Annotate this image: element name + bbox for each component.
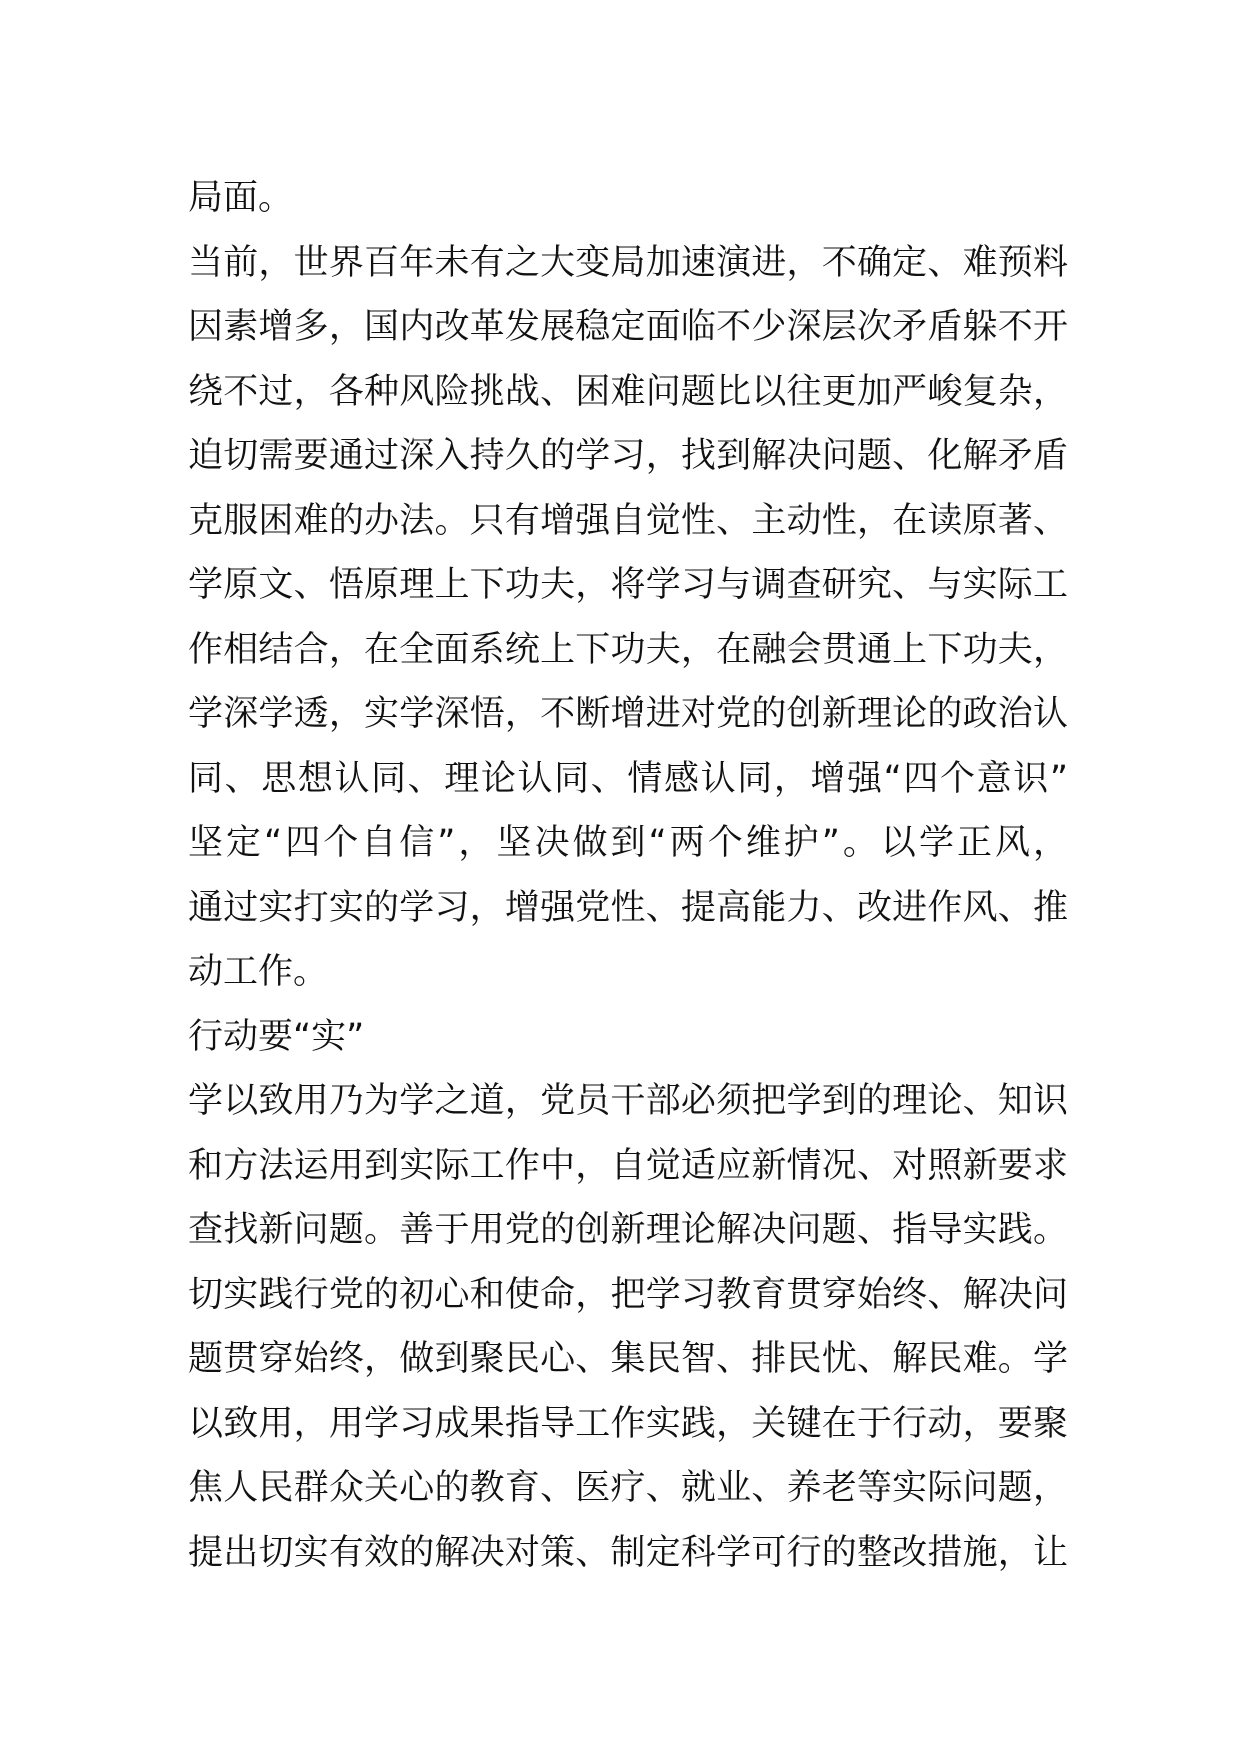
text-line: 通过实打实的学习，增强党性、提高能力、改进作风、推 [188, 887, 1068, 928]
text-line: 动工作。 [188, 952, 329, 992]
text-line: 迫切需要通过深入持久的学习，找到解决问题、化解矛盾 [188, 436, 1068, 476]
text-line: 坚定“四个自信”，坚决做到“两个维护”。以学正风， [188, 823, 1068, 863]
text-line: 题贯穿始终，做到聚民心、集民智、排民忧、解民难。学 [188, 1339, 1068, 1379]
text-line: 克服困难的办法。只有增强自觉性、主动性，在读原著、 [188, 500, 1068, 541]
text-line: 绕不过，各种风险挑战、困难问题比以往更加严峻复杂， [188, 371, 1068, 412]
text-line: 当前，世界百年未有之大变局加速演进，不确定、难预料 [188, 242, 1068, 283]
section-heading: 行动要“实” [188, 1016, 365, 1057]
text-line: 学原文、悟原理上下功夫，将学习与调查研究、与实际工 [188, 565, 1068, 605]
text-line: 提出切实有效的解决对策、制定科学可行的整改措施，让 [188, 1532, 1068, 1573]
text-line: 同、思想认同、理论认同、情感认同，增强“四个意识” [188, 758, 1068, 799]
text-line: 和方法运用到实际工作中，自觉适应新情况、对照新要求 [188, 1145, 1068, 1186]
text-line: 作相结合，在全面系统上下功夫，在融会贯通上下功夫， [188, 629, 1068, 670]
text-line: 焦人民群众关心的教育、医疗、就业、养老等实际问题， [188, 1468, 1068, 1508]
text-line: 以致用，用学习成果指导工作实践，关键在于行动，要聚 [188, 1403, 1068, 1444]
text-line: 学深学透，实学深悟，不断增进对党的创新理论的政治认 [188, 694, 1068, 734]
text-line: 查找新问题。善于用党的创新理论解决问题、指导实践。 [188, 1210, 1068, 1250]
body-text [188, 166, 1068, 1585]
text-line: 学以致用乃为学之道，党员干部必须把学到的理论、知识 [188, 1081, 1068, 1121]
text-line: 因素增多，国内改革发展稳定面临不少深层次矛盾躲不开 [188, 307, 1068, 347]
text-line: 切实践行党的初心和使命，把学习教育贯穿始终、解决问 [188, 1274, 1068, 1315]
text-line: 局面。 [188, 178, 294, 218]
